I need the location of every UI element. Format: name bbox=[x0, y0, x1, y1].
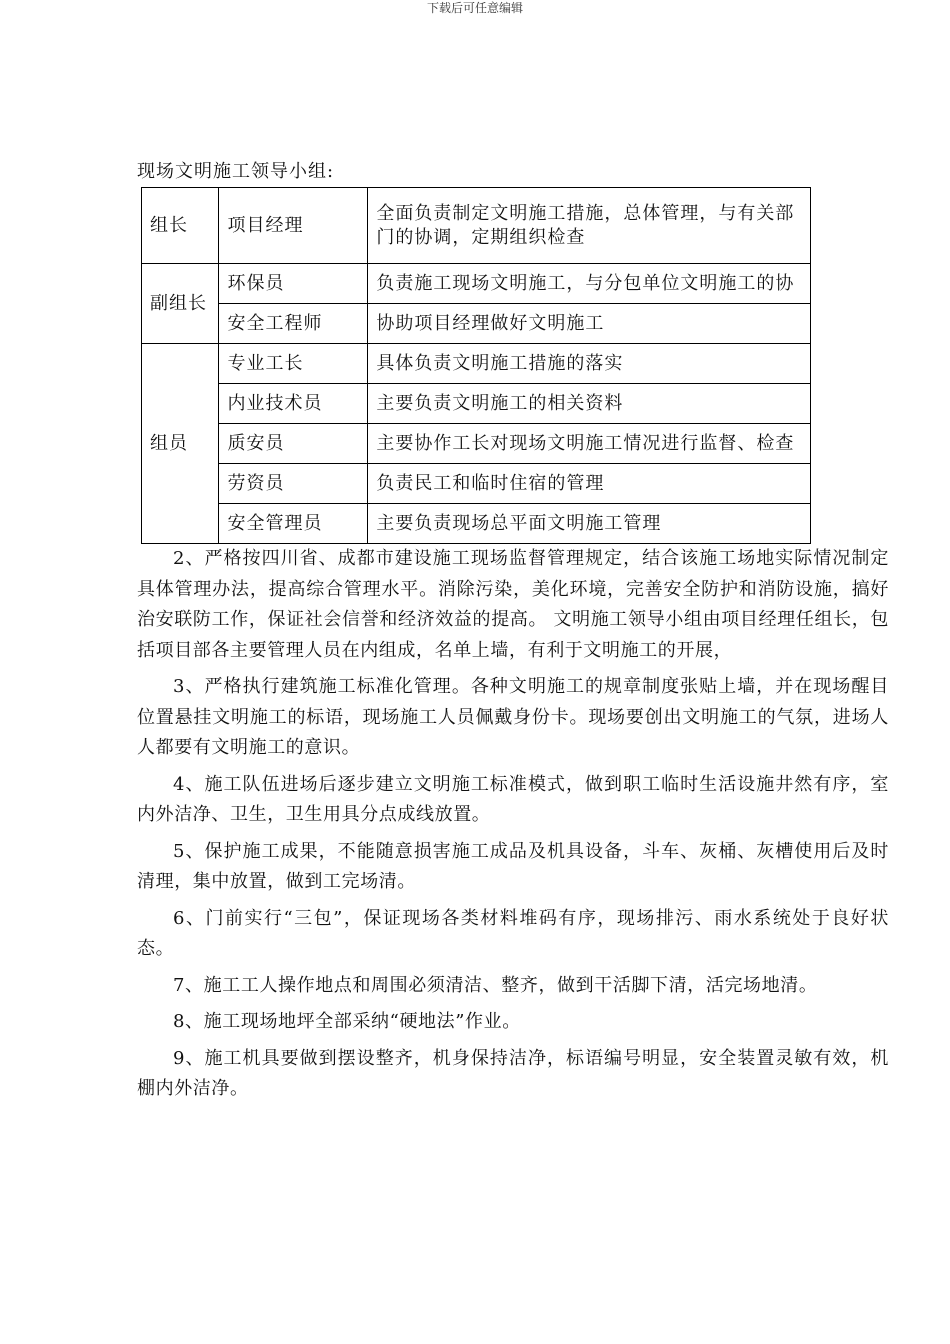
position-cell: 质安员 bbox=[219, 424, 368, 464]
position-cell: 专业工长 bbox=[219, 344, 368, 384]
duty-cell: 主要负责现场总平面文明施工管理 bbox=[368, 504, 811, 544]
table-row bbox=[142, 384, 811, 424]
paragraph-2: 2、严格按四川省、成都市建设施工现场监督管理规定，结合该施工场地实际情况制定具体管理办法，提高综合管理水平。消除污染，美化环境，完善安全防护和消防设施，搞好治安联防工作，保证社会信誉和经济效益的提高。 文明施工领导小组由项目经理任组长，包括项目部各主要管理人员在内组成，名单上墙，有利于文明施工的开展， bbox=[137, 548, 889, 661]
position-cell: 安全管理员 bbox=[219, 504, 368, 544]
position-cell: 劳资员 bbox=[219, 464, 368, 504]
body-text bbox=[137, 544, 889, 1111]
paragraph-9: 9、施工机具要做到摆设整齐，机身保持洁净，标语编号明显，安全装置灵敏有效，机棚内外洁净。 bbox=[137, 1047, 889, 1099]
paragraph-6: 6、门前实行“三包”，保证现场各类材料堆码有序，现场排污、雨水系统处于良好状态。 bbox=[137, 907, 889, 959]
leadership-group-table bbox=[141, 187, 811, 544]
table-row bbox=[142, 464, 811, 504]
position-cell: 内业技术员 bbox=[219, 384, 368, 424]
paragraph-3: 3、严格执行建筑施工标准化管理。各种文明施工的规章制度张贴上墙，并在现场醒目位置悬挂文明施工的标语，现场施工人员佩戴身份卡。现场要创出文明施工的气氛，进场人人都要有文明施工的意识。 bbox=[137, 676, 889, 758]
table-row bbox=[142, 264, 811, 304]
position-cell: 项目经理 bbox=[219, 188, 368, 264]
duty-cell: 协助项目经理做好文明施工 bbox=[368, 304, 811, 344]
position-cell: 安全工程师 bbox=[219, 304, 368, 344]
paragraph-8: 8、施工现场地坪全部采纳“硬地法”作业。 bbox=[173, 1011, 521, 1032]
duty-cell: 主要负责文明施工的相关资料 bbox=[368, 384, 811, 424]
role-cell: 组员 bbox=[142, 344, 219, 544]
paragraph-5: 5、保护施工成果，不能随意损害施工成品及机具设备，斗车、灰桶、灰槽使用后及时清理，集中放置，做到工完场清。 bbox=[137, 840, 889, 892]
duty-cell: 具体负责文明施工措施的落实 bbox=[368, 344, 811, 384]
position-cell: 环保员 bbox=[219, 264, 368, 304]
duty-cell: 全面负责制定文明施工措施，总体管理，与有关部门的协调，定期组织检查 bbox=[368, 188, 811, 264]
table-row bbox=[142, 344, 811, 384]
paragraph-4: 4、施工队伍进场后逐步建立文明施工标准模式，做到职工临时生活设施井然有序，室内外洁净、卫生，卫生用具分点成线放置。 bbox=[137, 773, 889, 825]
table-row bbox=[142, 188, 811, 264]
table-row bbox=[142, 304, 811, 344]
page-header: 下载后可任意编辑 bbox=[426, 1, 523, 15]
role-cell: 副组长 bbox=[142, 264, 219, 344]
table-row bbox=[142, 504, 811, 544]
duty-cell: 负责施工现场文明施工，与分包单位文明施工的协 bbox=[368, 264, 811, 304]
table-caption: 现场文明施工领导小组: bbox=[137, 161, 335, 182]
paragraph-7: 7、施工工人操作地点和周围必须清洁、整齐，做到干活脚下清，活完场地清。 bbox=[173, 974, 818, 996]
duty-cell: 负责民工和临时住宿的管理 bbox=[368, 464, 811, 504]
role-cell: 组长 bbox=[142, 188, 219, 264]
duty-cell: 主要协作工长对现场文明施工情况进行监督、检查 bbox=[368, 424, 811, 464]
table-row bbox=[142, 424, 811, 464]
